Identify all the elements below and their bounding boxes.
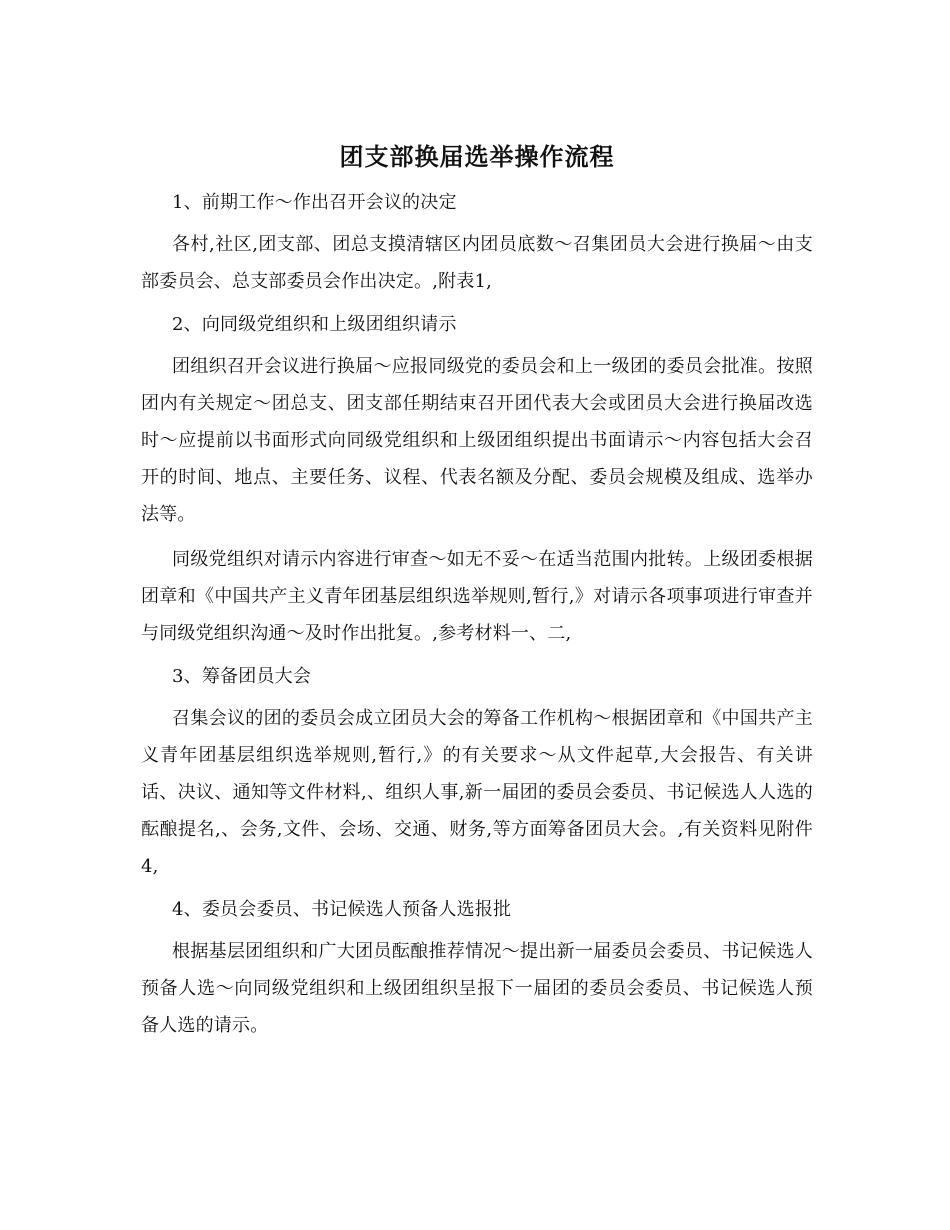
- document-page: [141, 140, 813, 1044]
- section-paragraph: 同级党组织对请示内容进行审查～如无不妥～在适当范围内批转。上级团委根据团章和《中国共产主义青年团基层组织选举规则,暂行,》对请示各项事项进行审查并与同级党组织沟通～及时作出批复。,参考材料一、二,: [141, 549, 813, 644]
- section-heading: 4、委员会委员、书记候选人预备人选报批: [172, 899, 512, 920]
- section-paragraph: 召集会议的团的委员会成立团员大会的筹备工作机构～根据团章和《中国共产主义青年团基层组织选举规则,暂行,》的有关要求～从文件起草,大会报告、有关讲话、决议、通知等文件材料,、组织人事,新一届团的委员会委员、书记候选人人选的酝酿提名,、会务,文件、会场、交通、财务,等方面筹备团员大会。,有关资料见附件4,: [141, 708, 813, 877]
- document-title: 团支部换届选举操作流程: [339, 142, 615, 171]
- section-3: [141, 662, 813, 885]
- section-paragraph: 团组织召开会议进行换届～应报同级党的委员会和上一级团的委员会批准。按照团内有关规定～团总支、团支部任期结束召开团代表大会或团员大会进行换届改选时～应提前以书面形式向同级党组织和上级团组织提出书面请示～内容包括大会召开的时间、地点、主要任务、议程、代表名额及分配、委员会规模及组成、选举办法等。: [141, 356, 813, 525]
- section-heading: 1、前期工作～作出召开会议的决定: [172, 192, 457, 213]
- section-paragraph: 根据基层团组织和广大团员酝酿推荐情况～提出新一届委员会委员、书记候选人预备人选～向同级党组织和上级团组织呈报下一届团的委员会委员、书记候选人预备人选的请示。: [141, 941, 813, 1036]
- section-2: [141, 310, 813, 652]
- section-heading: 3、筹备团员大会: [172, 666, 312, 687]
- section-4: [141, 895, 813, 1044]
- section-paragraph: 各村,社区,团支部、团总支摸清辖区内团员底数～召集团员大会进行换届～由支部委员会、总支部委员会作出决定。,附表1,: [141, 234, 813, 292]
- section-1: [141, 188, 813, 300]
- section-heading: 2、向同级党组织和上级团组织请示: [172, 314, 457, 335]
